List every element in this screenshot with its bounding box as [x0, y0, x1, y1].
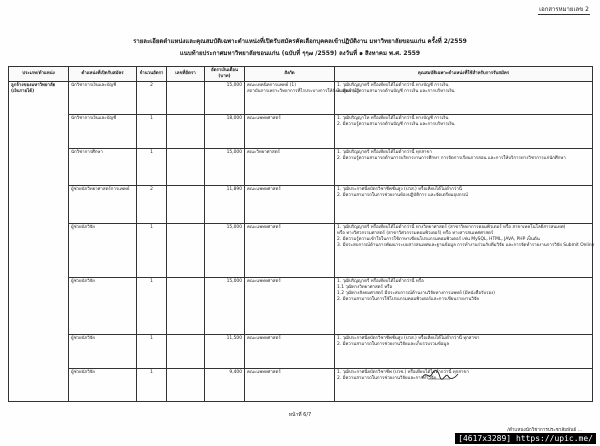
qualification-line: 2. มีความรู้ความเข้าใจในการใช้ภาษาเขียนโปรแกรมคอมพิวเตอร์ เช่น MySQL, HTML, JAVA, PHP เป็นต้น — [337, 237, 540, 243]
qualification-cell — [335, 186, 593, 224]
table-row — [9, 186, 593, 224]
faculty-name: คณะแพทยศาสตร์ — [247, 116, 281, 122]
salary-cell: 11,890 — [205, 186, 245, 224]
qualification-line: 2. มีความรู้ความสามารถด้านบัญชี การเงิน และการบริหารเงิน — [337, 122, 455, 128]
code-cell — [167, 148, 205, 186]
count-cell: 2 — [137, 186, 167, 224]
unit-cell — [9, 82, 69, 402]
qualification-line: 2. มีความรู้ความสามารถด้านการบริหารงานการศึกษา การจัดการเรียนการสอน และการให้บริการทางวิชาการแก่นักศึกษา — [337, 155, 566, 161]
positions-table — [8, 66, 593, 402]
faculty-cell — [245, 368, 335, 401]
qualification-cell — [335, 368, 593, 401]
qualification-line: 2. มีความสามารถในการใช้โปรแกรมคอมพิวเตอร์และการเขียนรายงานวิจัย — [337, 296, 479, 302]
unit-subtitle: (เงินรายได้) — [11, 89, 35, 94]
position-cell: ผู้ช่วยนักวิจัย — [69, 277, 137, 335]
faculty-name-2: สถาบันการเพราะวิทยาการที่ไรประบางการให้สังคมศูนย์ (1) — [247, 89, 360, 94]
position-cell: ผู้ช่วยนักวิจัย — [69, 335, 137, 368]
position-cell: นักวิชาการเงินและบัญชี — [69, 115, 137, 148]
page-number: หน้าที่ 6/7 — [288, 412, 312, 418]
qualification-line: 2. มีความสามารถในการช่วยงานวิจัยและเก็บรวบรวมข้อมูล — [337, 342, 450, 348]
table-row — [9, 224, 593, 277]
qualification-line: 3. มีประสบการณ์ด้านการพัฒนาระบบสารสนเทศและฐานข้อมูล การทำงานร่วมกับทีมวิจัย และการจัดทำรายงานการวิจัย Submit Online — [337, 243, 595, 249]
attachment-label: เอกสารหมายเลข 2 — [539, 6, 589, 13]
salary-cell: 18,000 — [205, 115, 245, 148]
qualification-line: 2. มีความสามารถในการช่วยงานห้องปฏิบัติการ และจัดเตรียมอุปกรณ์ — [337, 193, 468, 199]
header-salary: อัตราเงินเดือน (บาท) — [205, 67, 245, 82]
qualification-cell — [335, 335, 593, 368]
faculty-name: คณะแพทยศาสตร์ — [247, 278, 281, 284]
faculty-cell — [245, 186, 335, 224]
table-row — [9, 115, 593, 148]
faculty-name: คณะแพทยศาสตร์ — [247, 225, 281, 231]
count-cell: 1 — [137, 115, 167, 148]
code-cell — [167, 368, 205, 401]
salary-cell: 15,000 — [205, 224, 245, 277]
qualification-cell — [335, 148, 593, 186]
qualification-cell — [335, 224, 593, 277]
qualification-line: 1. วุฒิปริญญาตรี หรือเทียบได้ไม่ต่ำกว่านี้ หรือ — [337, 278, 424, 284]
qualification-line: 1. วุฒิปริญญาตรี หรือเทียบได้ไม่ต่ำกว่านี้ ทางบัญชี การเงิน — [337, 83, 449, 88]
qualification-cell — [335, 277, 593, 335]
faculty-cell — [245, 82, 360, 115]
qualification-line: หรือ ทางวิศวกรรมศาสตร์ (สาขาวิศวกรรมคอมพิวเตอร์) หรือ ทางสารสนเทศศาสตร์ — [337, 231, 494, 237]
qualification-line: 2. มีความรู้ความสามารถด้านบัญชี การเงิน และการบริหารเงิน — [337, 89, 455, 94]
faculty-cell — [245, 224, 335, 277]
position-cell: ผู้ช่วยนักวิจัย — [69, 224, 137, 277]
code-cell — [167, 115, 205, 148]
faculty-cell — [245, 277, 335, 335]
position-cell: นักวิชาการศึกษา — [69, 148, 137, 186]
qualification-line: 1. วุฒิประกาศนียบัตรวิชาชีพ (ปวช.) หรือเทียบได้ไม่ต่ำกว่านี้ ทุกสาขา — [337, 369, 469, 375]
salary-cell: 9,400 — [205, 368, 245, 401]
salary-cell: 15,000 — [205, 82, 245, 115]
count-cell: 1 — [137, 368, 167, 401]
header-code: เลขที่อัตรา — [167, 67, 205, 82]
header-faculty: สังกัด — [245, 67, 335, 82]
qualification-line: 1.2 วุฒิทางสังคมศาสตร์ มีประสบการณ์ด้านงานวิจัยทางการแพทย์ (มีหนังสือรับรอง) — [337, 290, 495, 296]
faculty-cell — [245, 115, 335, 148]
code-cell — [167, 277, 205, 335]
faculty-cell — [245, 148, 335, 186]
faculty-name: คณะแพทยศาสตร์ — [247, 187, 281, 193]
qualification-line: 1. วุฒิปริญญาตรี หรือเทียบได้ไม่ต่ำกว่านี้ ทางวิทยาศาสตร์ (สาขาวิทยาการคอมพิวเตอร์ หรือ สาขาเทคโนโลยีสารสนเทศ) — [337, 225, 566, 231]
faculty-name: คณะแพทยศาสตร์ — [247, 369, 281, 375]
qualification-cell — [335, 82, 593, 115]
header-count: จำนวนอัตรา — [137, 67, 167, 82]
count-cell: 2 — [137, 82, 167, 115]
faculty-name: คณะเทคนิคการแพทย์ (1) — [247, 83, 296, 88]
table-row — [9, 368, 593, 401]
document-title: รายละเอียดตำแหน่งและคุณสมบัติเฉพาะตำแหน่งที่เปิดรับสมัครคัดเลือกบุคคลเข้าปฏิบัติงาน มหาวิทยาลัยขอนแก่น ครั้งที่ 2/2559 — [133, 38, 467, 45]
code-cell — [167, 82, 205, 115]
position-cell: ผู้ช่วยนักวิจัย — [69, 368, 137, 401]
qualification-line: 2. มีความสามารถในการช่วยงานวิจัยและการทำวิจัย — [337, 375, 436, 381]
position-cell: ผู้ช่วยนักวิทยาศาสตร์การแพทย์ — [69, 186, 137, 224]
qualification-line: 1. วุฒิประกาศนียบัตรวิชาชีพชั้นสูง (ปวส.) หรือเทียบได้ไม่ต่ำกว่านี้ — [337, 187, 462, 193]
code-cell — [167, 335, 205, 368]
table-row — [9, 82, 593, 115]
table-row — [9, 335, 593, 368]
watermark: [4617x3289] https://upic.me/ — [455, 433, 596, 444]
table-row — [9, 148, 593, 186]
code-cell — [167, 224, 205, 277]
count-cell: 1 — [137, 224, 167, 277]
unit-name: ลูกจ้างของมหาวิทยาลัย — [11, 83, 56, 88]
faculty-name: คณะวิทยาศาสตร์ — [247, 149, 280, 155]
count-cell: 1 — [137, 277, 167, 335]
header-unit: ประเภท/ตำแหน่ง — [9, 67, 69, 82]
count-cell: 1 — [137, 335, 167, 368]
table-header-row — [9, 67, 593, 82]
code-cell — [167, 186, 205, 224]
qualification-line: 1. วุฒิปริญญาตรี หรือเทียบได้ไม่ต่ำกว่านี้ ทุกสาขา — [337, 149, 432, 155]
qualification-cell — [335, 115, 593, 148]
qualification-line: 1. วุฒิปริญญาโท หรือเทียบได้ไม่ต่ำกว่านี้ ทางบัญชี การเงิน — [337, 116, 449, 122]
salary-cell: 11,500 — [205, 335, 245, 368]
salary-cell: 15,000 — [205, 148, 245, 186]
qualification-line: 1. วุฒิประกาศนียบัตรวิชาชีพชั้นสูง (ปวส.) หรือเทียบได้ไม่ต่ำกว่านี้ ทุกสาขา — [337, 336, 480, 342]
faculty-name: คณะแพทยศาสตร์ — [247, 336, 281, 342]
header-qualification: คุณสมบัติเฉพาะตำแหน่งที่ใช้สำหรับการรับสมัคร — [335, 67, 593, 82]
header-position: ตำแหน่งที่เปิดรับสมัคร — [69, 67, 137, 82]
table-row — [9, 277, 593, 335]
count-cell: 1 — [137, 148, 167, 186]
signature — [420, 368, 460, 382]
position-cell: นักวิชาการเงินและบัญชี — [69, 82, 137, 115]
faculty-cell — [245, 335, 335, 368]
footer-note: /ตำแหน่งนักวิชาการประชาสัมพันธ์ ... — [507, 428, 582, 433]
qualification-line: 1.1 วุฒิทางวิทยาศาสตร์ หรือ — [337, 284, 393, 290]
salary-cell: 15,000 — [205, 277, 245, 335]
document-subtitle: แนบท้ายประกาศมหาวิทยาลัยขอนแก่น (ฉบับที่ ๆๆ๗ /2559) ลงวันที่ ๑ สิงหาคม พ.ศ. 2559 — [179, 50, 421, 57]
